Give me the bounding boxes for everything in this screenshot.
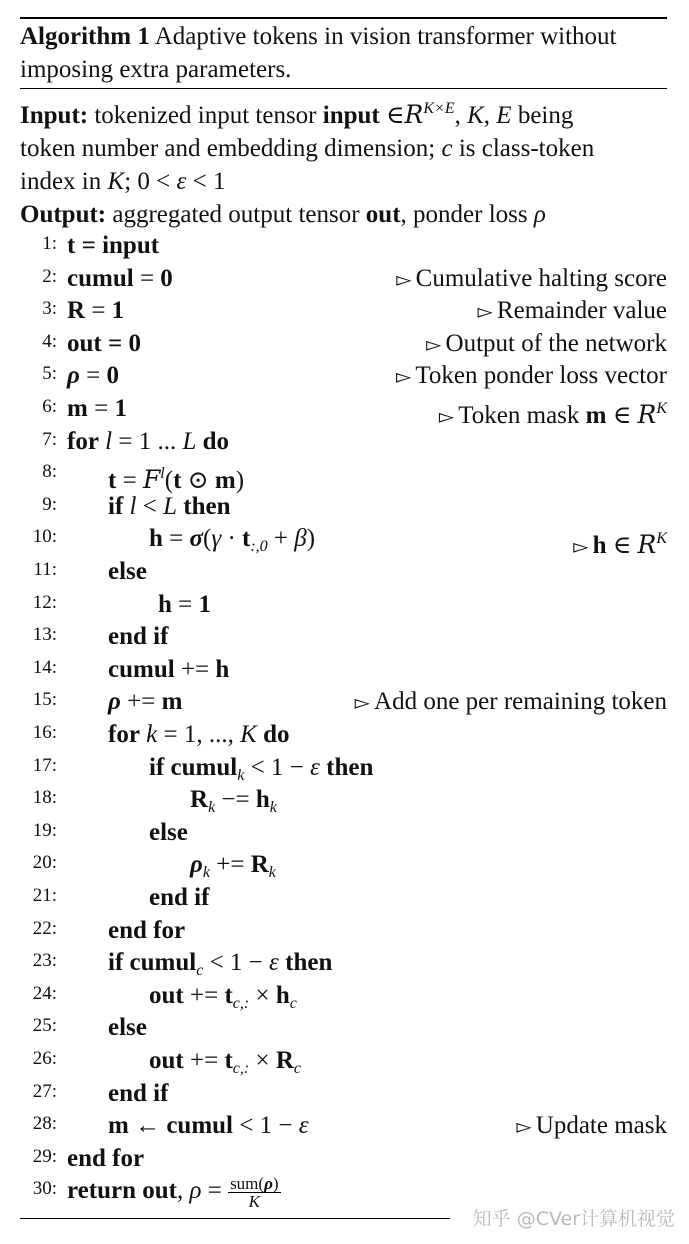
algorithm-line bbox=[0, 328, 689, 360]
line-number: 12: bbox=[32, 591, 57, 613]
algorithm-title-line2: imposing extra parameters. bbox=[20, 56, 292, 83]
line-code: out += $t_{c,:} \times h_c$ bbox=[149, 981, 297, 1012]
input-label: Input: bbox=[20, 102, 89, 129]
line-comment: ▻ Token ponder loss vector bbox=[395, 362, 667, 390]
input-text-3: being bbox=[517, 102, 574, 129]
line-number: 18: bbox=[32, 787, 57, 809]
line-code: for k = 1, ..., K do bbox=[108, 721, 290, 748]
line-number: 22: bbox=[32, 917, 57, 939]
line-code: else bbox=[149, 818, 188, 846]
line-code: end if bbox=[149, 884, 210, 911]
line-code: t = input bbox=[67, 232, 160, 259]
algorithm-line bbox=[0, 947, 689, 979]
input-line3-eps: ε bbox=[176, 168, 187, 195]
line-number: 14: bbox=[32, 656, 57, 678]
line-code: cumul = 0 bbox=[67, 264, 173, 292]
algorithm-line bbox=[0, 1174, 689, 1212]
line-code: $R_k -= h_k$ bbox=[190, 786, 277, 817]
caption-rule bbox=[20, 88, 667, 89]
output-keyword: out bbox=[365, 201, 401, 228]
line-number: 16: bbox=[32, 722, 57, 743]
algorithm-line bbox=[0, 263, 689, 295]
line-code: else bbox=[108, 1014, 147, 1042]
line-code: ρ += m bbox=[108, 688, 183, 716]
algorithm-line bbox=[0, 230, 689, 262]
line-comment: ▻ Add one per remaining token bbox=[354, 688, 667, 716]
watermark: 知乎 @CVer计算机视觉 bbox=[472, 1208, 675, 1230]
input-line2-end: is class-token bbox=[458, 135, 595, 162]
input-line3-a: index in bbox=[20, 168, 102, 195]
top-rule bbox=[20, 17, 667, 19]
line-number: 21: bbox=[32, 885, 57, 906]
algorithm-line bbox=[0, 654, 689, 686]
line-comment: ▻ Token mask m ∈ $R^K$ bbox=[438, 400, 667, 429]
input-E: E bbox=[496, 102, 512, 129]
output-line bbox=[20, 198, 675, 231]
algorithm-line bbox=[0, 817, 689, 849]
line-number: 1: bbox=[42, 233, 57, 254]
line-code: end for bbox=[67, 1144, 145, 1172]
algorithm-line bbox=[0, 719, 689, 751]
line-number: 2: bbox=[42, 265, 57, 287]
algorithm-line bbox=[0, 1012, 689, 1044]
line-number: 15: bbox=[32, 689, 57, 711]
algorithm-line bbox=[0, 1143, 689, 1175]
output-text-1: aggregated output tensor bbox=[112, 201, 360, 228]
line-code: end if bbox=[108, 1079, 169, 1107]
algorithm-line bbox=[0, 980, 689, 1012]
algorithm-line bbox=[0, 849, 689, 881]
algorithm-label: Algorithm 1 bbox=[20, 23, 150, 50]
line-code: m ← cumul < 1 − ε bbox=[108, 1112, 309, 1140]
input-line3-c: < 1 bbox=[192, 168, 226, 195]
algorithm-line bbox=[0, 1078, 689, 1110]
input-line-3 bbox=[20, 165, 675, 198]
algorithm-caption bbox=[20, 20, 670, 86]
algorithm-line bbox=[0, 686, 689, 718]
input-line2-text: token number and embedding dimension; bbox=[20, 135, 436, 162]
input-sep: , bbox=[454, 102, 461, 129]
input-line-2 bbox=[20, 132, 675, 165]
line-code: end for bbox=[108, 916, 186, 944]
input-dims: K×E bbox=[423, 100, 455, 117]
line-number: 4: bbox=[42, 330, 57, 352]
algorithm-line bbox=[0, 458, 689, 495]
input-line3-b: ; 0 < bbox=[124, 168, 171, 195]
line-code: return out, ρ = $\frac{\text{sum(ρ)}}{K}$ bbox=[67, 1174, 279, 1212]
bottom-rule bbox=[20, 1218, 450, 1219]
algorithm-line bbox=[0, 491, 689, 523]
line-code: if cumul$_c$ < 1 − ε then bbox=[108, 949, 333, 980]
line-number: 17: bbox=[32, 754, 57, 776]
line-code: out = 0 bbox=[67, 329, 141, 357]
algorithm-line bbox=[0, 426, 689, 458]
line-number: 24: bbox=[32, 982, 57, 1004]
line-comment: ▻ h ∈ $R^K$ bbox=[573, 530, 667, 560]
line-code: for l = 1 ... L do bbox=[67, 427, 230, 455]
algorithm-line bbox=[0, 784, 689, 816]
line-number: 13: bbox=[32, 624, 57, 646]
line-number: 30: bbox=[32, 1178, 57, 1200]
line-code: R = 1 bbox=[67, 297, 125, 325]
line-number: 5: bbox=[42, 363, 57, 385]
algorithm-line bbox=[0, 621, 689, 653]
output-rho: ρ bbox=[533, 201, 546, 228]
line-code: $h = \sigma(\gamma \cdot t_{:,0} + \beta)$ bbox=[149, 525, 316, 556]
line-code: cumul += h bbox=[108, 655, 230, 683]
line-number: 20: bbox=[32, 852, 57, 874]
line-number: 10: bbox=[32, 526, 57, 548]
output-label: Output: bbox=[20, 201, 107, 228]
input-element-of: ∈ bbox=[386, 102, 405, 129]
line-code: end if bbox=[108, 623, 169, 651]
line-number: 6: bbox=[42, 396, 57, 417]
algorithm-line bbox=[0, 523, 689, 560]
line-code: else bbox=[108, 558, 147, 585]
line-code: out += $t_{c,:} \times R_c$ bbox=[149, 1047, 301, 1077]
input-text-1: tokenized input tensor bbox=[94, 102, 317, 129]
line-number: 23: bbox=[32, 950, 57, 972]
line-comment: ▻ Output of the network bbox=[426, 329, 667, 357]
algorithm-line bbox=[0, 1110, 689, 1142]
io-section bbox=[20, 92, 675, 231]
line-code: $\rho_k += R_k$ bbox=[190, 851, 276, 882]
line-number: 7: bbox=[42, 428, 57, 450]
line-number: 26: bbox=[32, 1048, 57, 1069]
output-text-2: , ponder loss bbox=[400, 201, 528, 228]
line-code: if l < L then bbox=[108, 492, 231, 520]
line-number: 8: bbox=[42, 461, 57, 483]
line-code: if cumul$_k$ < 1 − ε then bbox=[149, 753, 374, 784]
line-code: $t = F^l(t$ ⊙ m) bbox=[108, 465, 245, 495]
line-number: 19: bbox=[32, 819, 57, 841]
input-K: K bbox=[467, 102, 484, 129]
algorithm-line bbox=[0, 589, 689, 621]
algorithm-line bbox=[0, 1045, 689, 1077]
line-number: 3: bbox=[42, 298, 57, 320]
input-comma: , bbox=[483, 102, 491, 129]
line-code: m = 1 bbox=[67, 395, 127, 422]
line-code: h = 1 bbox=[158, 590, 212, 618]
algorithm-line bbox=[0, 882, 689, 914]
algorithm-line bbox=[0, 360, 689, 392]
line-number: 27: bbox=[32, 1080, 57, 1102]
line-comment: ▻ Remainder value bbox=[477, 297, 667, 325]
input-keyword: input bbox=[322, 102, 380, 129]
algorithm-line bbox=[0, 915, 689, 947]
line-code: ρ = 0 bbox=[67, 362, 119, 390]
algorithm-title-line1: Adaptive tokens in vision transformer without bbox=[154, 23, 617, 50]
line-number: 28: bbox=[32, 1113, 57, 1135]
line-number: 25: bbox=[32, 1015, 57, 1037]
algorithm-line bbox=[0, 752, 689, 784]
input-real-set: R bbox=[404, 100, 424, 129]
algorithm-line bbox=[0, 295, 689, 327]
line-comment: ▻ Update mask bbox=[516, 1112, 667, 1140]
input-line3-K: K bbox=[107, 168, 125, 195]
line-comment: ▻ Cumulative halting score bbox=[396, 264, 667, 292]
algorithm-line bbox=[0, 556, 689, 588]
algorithm-line bbox=[0, 393, 689, 429]
input-line2-c: c bbox=[441, 135, 453, 162]
input-line-1 bbox=[20, 92, 675, 132]
line-number: 11: bbox=[33, 559, 57, 580]
line-number: 29: bbox=[32, 1145, 57, 1167]
line-number: 9: bbox=[42, 493, 57, 515]
